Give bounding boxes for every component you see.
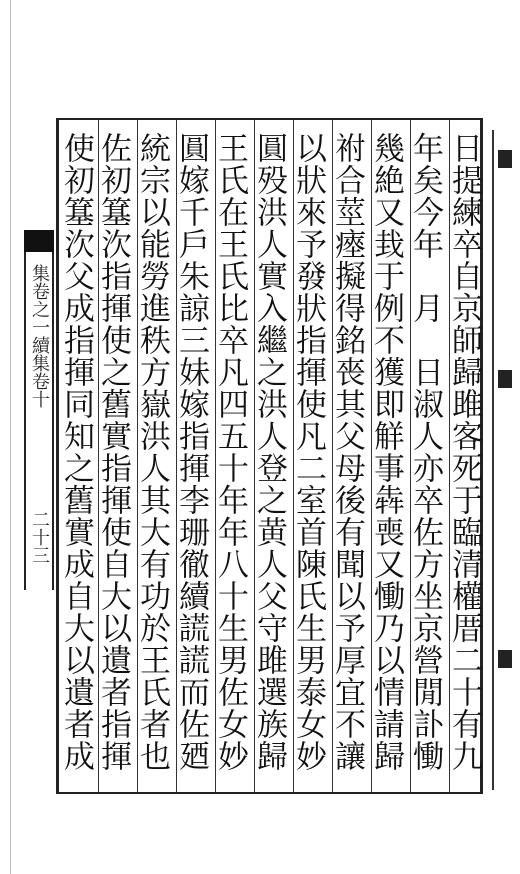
fragment-mark: [498, 370, 512, 388]
text-column-5: 以狀來予發狀指揮使凡二室首陳氏生男泰女妙: [290, 132, 326, 772]
fragment-mark: [498, 150, 512, 168]
spine-title: 集卷之一續集卷十: [29, 264, 50, 408]
next-page-fragment: [492, 130, 518, 790]
text-column-3: 幾絶又㘽于例不獲即觧事犇喪又慟乃以情請歸: [368, 132, 404, 772]
text-column-2: 年矣今年 月 日淑人亦卒佐方坐京營閒訃慟: [407, 132, 443, 772]
fishtail-mark: [24, 230, 54, 252]
fragment-mark: [498, 650, 512, 668]
text-column-4: 祔合莖瘞擬得銘䘮其父母後有聞以予厚宜不讓: [329, 132, 365, 772]
text-column-1: 日提練卒自京師歸雎客死于臨清權厝二十有九: [446, 132, 482, 772]
spine-rule-left: [24, 230, 26, 590]
page-spine: [24, 230, 54, 590]
frame-bottom: [58, 792, 482, 794]
facing-page-edge: [0, 0, 11, 874]
frame-top: [58, 118, 482, 120]
spine-rule-right: [52, 230, 54, 590]
text-column-8: 圓嫁千戶朱諒三妹嫁指揮李珊徹續謊謊而佐廼: [173, 132, 209, 772]
text-column-11: 使初簊㳄父成指揮同知之舊實成自大以遺者成: [58, 132, 94, 772]
text-column-7: 王氏在王氏比卒凡四五十年年八十生男佐女妙: [212, 132, 248, 772]
text-column-10: 佐初簊㳄指揮使之舊實指揮使自大以遺者指揮: [95, 132, 131, 772]
text-column-9: 統宗以能勞進秩方嶽洪人其大有功於王氏者也: [134, 132, 170, 772]
spine-page-number: 二十三: [29, 510, 50, 564]
text-column-6: 圓殁洪人實入繼之洪人登之黄人父守雎選族歸: [251, 132, 287, 772]
